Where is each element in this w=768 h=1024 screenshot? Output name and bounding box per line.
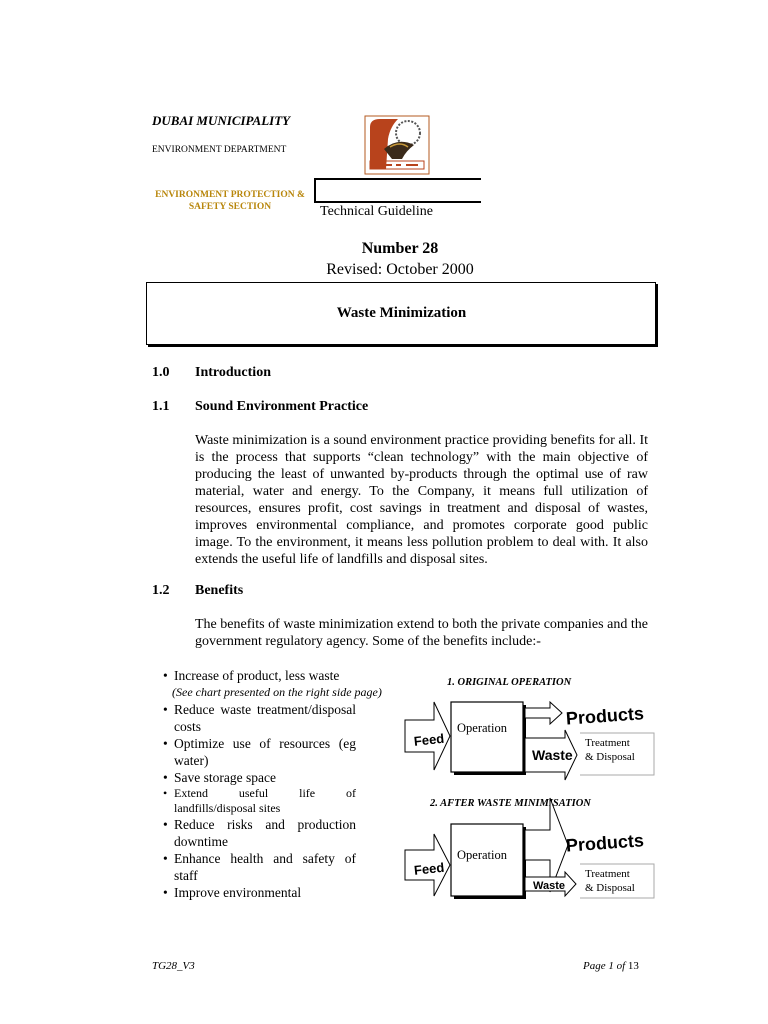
guideline-box-top <box>314 178 481 180</box>
diagram2-title: 2. AFTER WASTE MINIMISATION <box>430 798 591 809</box>
section-name-line2: SAFETY SECTION <box>188 202 272 212</box>
guideline-box-left <box>314 178 316 202</box>
revision-date: Revised: October 2000 <box>326 261 474 278</box>
treatment-label-1: Treatment <box>585 737 630 749</box>
document-number: Number 28 <box>361 240 439 257</box>
diagram1-title: 1. ORIGINAL OPERATION <box>447 677 572 688</box>
list-item: • Reduce risks and production downtime <box>160 816 356 850</box>
disposal-label-2: & Disposal <box>585 882 635 894</box>
section-name <box>152 189 308 213</box>
list-item: • Save storage space <box>160 769 356 786</box>
municipality-logo <box>364 115 430 175</box>
list-item: • Extend useful life of landfills/disposal sites <box>160 786 356 816</box>
footer-page-number <box>583 960 639 972</box>
disposal-label-1: & Disposal <box>585 751 635 763</box>
page-total: 13 <box>627 960 639 972</box>
department-name: ENVIRONMENT DEPARTMENT <box>152 145 287 155</box>
paragraph-sound-practice: Waste minimization is a sound environment practice providing benefits for all. It is the process that supports “clean technology” with the main objective of producing the least of unwanted by-products through the optimal use of raw material, water and energy. To the Company, it means full utilization of resources, ensures profit, cost savings in treatment and disposal of wastes, improves environmental compliance, and promotes corporate good public image. To the environment, it means less pollution problem to deal with. It also extends the useful life of landfills and disposal sites. <box>195 433 648 567</box>
section-heading-sound-practice: Sound Environment Practice <box>195 399 369 414</box>
products-label-1: Products <box>565 703 645 729</box>
section-name-line1: ENVIRONMENT PROTECTION & <box>155 190 305 200</box>
waste-label-1: Waste <box>532 747 573 763</box>
list-item: • Optimize use of resources (eg water) <box>160 735 356 769</box>
products-label-2: Products <box>565 830 645 856</box>
benefits-list <box>160 667 382 901</box>
document-type: Technical Guideline <box>320 204 433 219</box>
page-prefix: Page 1 of <box>583 960 626 972</box>
operation-label-1: Operation <box>457 721 507 735</box>
list-item: • Reduce waste treatment/disposal costs <box>160 701 356 735</box>
feed-label-1: Feed <box>413 730 445 749</box>
list-item: • Improve environmental <box>160 884 356 901</box>
operation-box-1 <box>451 702 523 772</box>
paragraph-benefits: The benefits of waste minimization extend to both the private companies and the government regulatory agency. Some of the benefits include:- <box>195 617 648 649</box>
section-number-1-1: 1.1 <box>152 399 170 414</box>
footer-document-code: TG28_V3 <box>152 960 195 972</box>
chart-note: (See chart presented on the right side page) <box>172 685 382 699</box>
section-number-1-0: 1.0 <box>152 365 170 380</box>
section-number-1-2: 1.2 <box>152 583 170 598</box>
guideline-box-bottom <box>314 201 481 203</box>
waste-minimization-diagram <box>400 670 660 930</box>
waste-label-2: Waste <box>533 880 565 892</box>
list-item: • Increase of product, less waste <box>160 667 356 684</box>
section-heading-introduction: Introduction <box>195 365 271 380</box>
document-title: Waste Minimization <box>336 305 467 321</box>
organization-name: DUBAI MUNICIPALITY <box>152 113 291 128</box>
products-arrow-1 <box>525 702 562 724</box>
treatment-label-2: Treatment <box>585 868 630 880</box>
operation-label-2: Operation <box>457 848 507 862</box>
feed-label-2: Feed <box>413 859 445 878</box>
section-heading-benefits: Benefits <box>195 583 244 598</box>
list-item: • Enhance health and safety of staff <box>160 850 356 884</box>
